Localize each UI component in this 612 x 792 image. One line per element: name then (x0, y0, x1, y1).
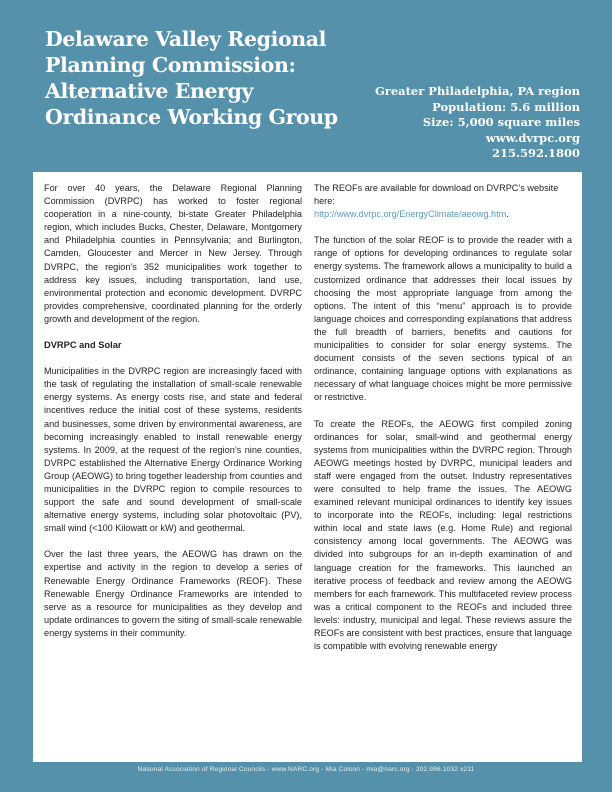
two-column-layout (44, 182, 572, 754)
page-header (0, 0, 612, 172)
section-heading-dvrpc-and-solar: DVRPC and Solar (44, 340, 122, 351)
right-column (314, 182, 572, 754)
page-title-line-2: Planning Commission: (45, 53, 296, 77)
region-facts-block (375, 84, 580, 162)
right-paragraph-1: The REOFs are available for download on DVRPC’s website here: (314, 183, 559, 207)
fact-size: Size: 5,000 square miles (422, 115, 580, 130)
page-title-line-3: Alternative Energy (45, 79, 253, 103)
left-paragraph-3: Over the last three years, the AEOWG has drawn on the expertise and activity in the region to develop a series of Renewable Energy Ordinance Frameworks (REOF). These Renewable Energy Ordinance Frameworks are intended to serve as a resource for municipalities as they develop and update ordinances to govern the siting of small-scale renewable energy systems in their community. (44, 549, 302, 638)
page-title (45, 26, 365, 130)
left-column (44, 182, 302, 754)
left-paragraph-1: For over 40 years, the Delaware Regional Planning Commission (DVRPC) has worked to foster regional cooperation in a nine-county, bi-state Greater Philadelphia region, which includes Bucks, Chester, Delaware, Montgomery and Philadelphia counties in Pennsylvania; and Burlington, Camden, Gloucester and Mercer in New Jersey. Through DVRPC, the region’s 352 municipalities work together to address key issues, including transportation, land use, environmental protection and economic development. DVRPC provides comprehensive, coordinated planning for the orderly growth and development of the region. (44, 183, 302, 324)
content-panel (33, 172, 582, 762)
fact-phone: 215.592.1800 (491, 146, 580, 161)
fact-website: www.dvrpc.org (485, 130, 580, 145)
fact-region: Greater Philadelphia, PA region (374, 84, 580, 98)
fact-population: Population: 5.6 million (432, 99, 580, 114)
page-title-line-4: Ordinance Working Group (45, 105, 338, 129)
reof-download-link[interactable]: http://www.dvrpc.org/EnergyClimate/aeowg.htm (314, 209, 507, 220)
url-trailing-period: . (506, 209, 509, 220)
left-paragraph-2: Municipalities in the DVRPC region are increasingly faced with the task of regulating the installation of small-scale renewable energy systems. As energy costs rise, and state and federal incentives reduce the initial cost of these systems, residents and businesses, some driven by environmental awareness, are becoming increasingly enabled to install renewable energy systems. In 2009, at the request of the region’s nine counties, DVRPC established the Alternative Energy Ordinance Working Group (AEOWG) to bring together leadership from counties and municipalities in the DVRPC region to compile resources to support the safe and sound development of small-scale alternative energy systems, including solar photovoltaic (PV), small wind (<100 Kilowatt or kW) and geothermal. (44, 366, 302, 534)
page-footer: National Association of Regional Councils - www.NARC.org - Mia Colson - mia@narc.org - 202.986.1032 x211 (137, 766, 475, 773)
right-paragraph-2: The function of the solar REOF is to provide the reader with a range of options for developing ordinances to regulate solar energy systems. The framework allows a municipality to build a customized ordinance that addresses their local issues by choosing the most appropriate language from among the options. The intent of this “menu” approach is to provide language choices and corresponding explanations that address the full breadth of barriers, benefits and cautions for municipalities to consider for solar energy systems. The document consists of the seven sections typical of an ordinance, containing language options with explanations as necessary of what language choices might be more permissive or restrictive. (314, 235, 572, 403)
reof-download-link-line (314, 208, 572, 221)
page-title-line-1: Delaware Valley Regional (45, 27, 327, 51)
right-paragraph-3: To create the REOFs, the AEOWG first compiled zoning ordinances for solar, small-wind and geothermal energy systems from municipalities within the DVRPC region. Through AEOWG meetings hosted by DVRPC, municipal leaders and staff were engaged from the outset. Industry representatives were consulted to help frame the issues. The AEOWG examined relevant municipal ordinances to identify key issues to incorporate into the REOFs, including: legal restrictions within local and state laws (e.g. Home Rule) and regional consistency among local governments. The AEOWG was divided into subgroups for an in-depth examination of and language creation for the frameworks. This launched an iterative process of feedback and review among the AEOWG members for each framework. This multifaceted review process was a critical component to the REOFs and included three levels: industry, municipal and legal. These reviews assure the REOFs are consistent with best practices, ensure that language is compatible with evolving renewable energy (314, 418, 572, 652)
